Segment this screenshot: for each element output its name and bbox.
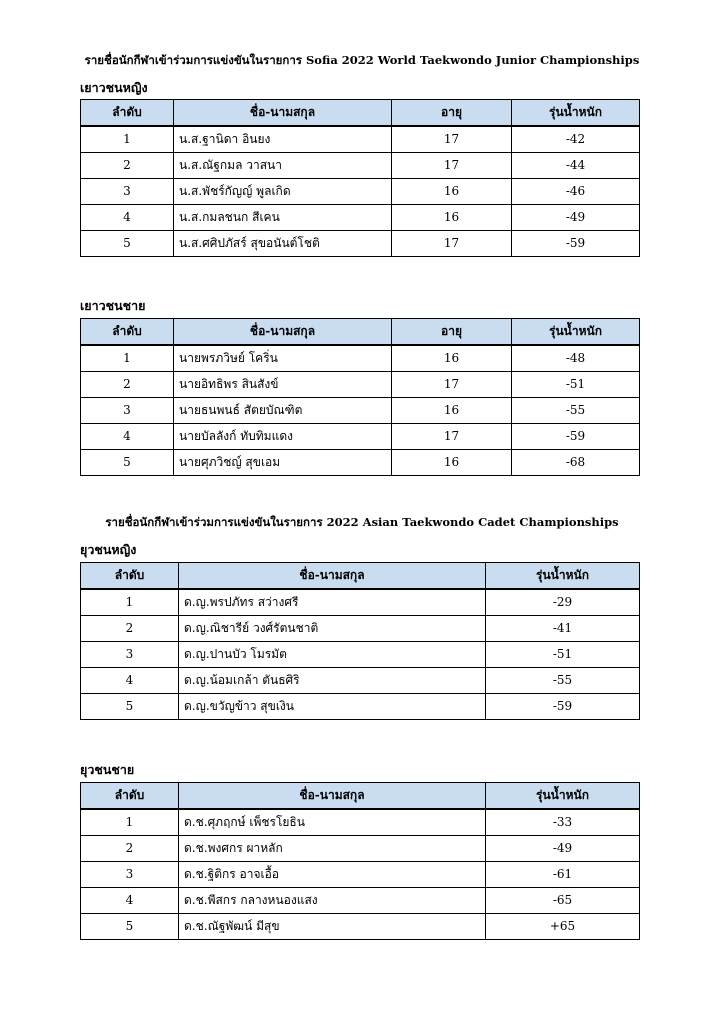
event-title-cadet: รายชื่อนักกีฬาเข้าร่วมการแข่งขันในรายการ 2022 Asian Taekwondo Cadet Championships	[105, 515, 619, 529]
cell-rank: 4	[81, 668, 179, 694]
cell-weight: -68	[512, 450, 640, 476]
cell-weight: -59	[486, 694, 640, 720]
group-label-cadet-male: ยุวชนชาย	[80, 762, 135, 777]
cell-name: ด.ญ.ขวัญข้าว สุขเงิน	[179, 694, 486, 720]
header-name: ชื่อ-นามสกุล	[179, 783, 486, 810]
table-row	[81, 668, 640, 694]
table-row	[81, 424, 640, 450]
header-weight: รุ่นน้ำหนัก	[512, 319, 640, 346]
cell-weight: -55	[486, 668, 640, 694]
table-row	[81, 809, 640, 836]
cell-weight: -55	[512, 398, 640, 424]
table-row	[81, 888, 640, 914]
cell-name: นายบัลลังก์ ทับทิมแดง	[174, 424, 392, 450]
cell-age: 16	[392, 450, 512, 476]
table-row	[81, 345, 640, 372]
cell-weight: -61	[486, 862, 640, 888]
cell-weight: -49	[512, 205, 640, 231]
cell-name: น.ส.ณัฐกมล วาสนา	[174, 153, 392, 179]
cell-age: 16	[392, 205, 512, 231]
cell-rank: 4	[81, 888, 179, 914]
header-age: อายุ	[392, 100, 512, 127]
cell-name: ด.ญ.น้อมเกล้า ตันธศิริ	[179, 668, 486, 694]
header-name: ชื่อ-นามสกุล	[174, 100, 392, 127]
cell-rank: 4	[81, 424, 174, 450]
cell-name: ด.ช.ศุภฤกษ์ เพ็ชรโยธิน	[179, 809, 486, 836]
cell-weight: -48	[512, 345, 640, 372]
cell-age: 17	[392, 372, 512, 398]
cell-weight: -41	[486, 616, 640, 642]
header-weight: รุ่นน้ำหนัก	[486, 783, 640, 810]
cell-weight: -44	[512, 153, 640, 179]
roster-table-junior-female	[80, 99, 640, 257]
group-label-cadet-female: ยุวชนหญิง	[80, 542, 137, 557]
cell-age: 17	[392, 231, 512, 257]
cell-rank: 1	[81, 589, 179, 616]
table-row	[81, 642, 640, 668]
table-header-row	[81, 100, 640, 127]
roster-table-junior-male	[80, 318, 640, 476]
cell-rank: 3	[81, 642, 179, 668]
cell-age: 16	[392, 179, 512, 205]
table-row	[81, 862, 640, 888]
cell-rank: 2	[81, 836, 179, 862]
table-row	[81, 205, 640, 231]
cell-weight: -51	[486, 642, 640, 668]
cell-weight: +65	[486, 914, 640, 940]
cell-age: 17	[392, 424, 512, 450]
cell-weight: -59	[512, 424, 640, 450]
cell-rank: 3	[81, 398, 174, 424]
cell-name: ด.ช.ฐิติกร อาจเอื้อ	[179, 862, 486, 888]
cell-weight: -59	[512, 231, 640, 257]
cell-name: น.ส.ศศิปภัสร์ สุขอนันต์โชติ	[174, 231, 392, 257]
table-row	[81, 589, 640, 616]
cell-rank: 5	[81, 694, 179, 720]
cell-name: ด.ช.ณัฐพัฒน์ มีสุข	[179, 914, 486, 940]
cell-name: น.ส.กมลชนก สีเคน	[174, 205, 392, 231]
roster-table-cadet-female	[80, 562, 640, 720]
cell-weight: -51	[512, 372, 640, 398]
table-row	[81, 179, 640, 205]
cell-rank: 2	[81, 616, 179, 642]
cell-age: 16	[392, 345, 512, 372]
cell-age: 17	[392, 126, 512, 153]
cell-age: 17	[392, 153, 512, 179]
cell-weight: -49	[486, 836, 640, 862]
header-name: ชื่อ-นามสกุล	[179, 563, 486, 590]
cell-name: น.ส.พัชร์กัญญ์ พูลเกิด	[174, 179, 392, 205]
cell-rank: 1	[81, 126, 174, 153]
cell-rank: 5	[81, 450, 174, 476]
header-rank: ลำดับ	[81, 563, 179, 590]
cell-name: นายพรภวิษย์ โคริ่น	[174, 345, 392, 372]
header-weight: รุ่นน้ำหนัก	[486, 563, 640, 590]
event-title-junior: รายชื่อนักกีฬาเข้าร่วมการแข่งขันในรายการ Sofia 2022 World Taekwondo Junior Championships	[84, 53, 640, 67]
cell-name: นายศุภวิชญ์ สุขเอม	[174, 450, 392, 476]
table-row	[81, 372, 640, 398]
cell-rank: 3	[81, 862, 179, 888]
roster-table-cadet-male	[80, 782, 640, 940]
table-row	[81, 153, 640, 179]
cell-name: ด.ช.พงศกร ผาหลัก	[179, 836, 486, 862]
cell-weight: -65	[486, 888, 640, 914]
cell-rank: 3	[81, 179, 174, 205]
cell-rank: 5	[81, 231, 174, 257]
header-age: อายุ	[392, 319, 512, 346]
cell-name: น.ส.ฐานิดา อินยง	[174, 126, 392, 153]
table-header-row	[81, 563, 640, 590]
table-row	[81, 616, 640, 642]
header-weight: รุ่นน้ำหนัก	[512, 100, 640, 127]
cell-weight: -33	[486, 809, 640, 836]
table-row	[81, 914, 640, 940]
table-row	[81, 836, 640, 862]
cell-name: ด.ญ.ปานบัว โมรมัต	[179, 642, 486, 668]
table-row	[81, 694, 640, 720]
header-rank: ลำดับ	[81, 319, 174, 346]
table-row	[81, 398, 640, 424]
group-label-junior-male: เยาวชนชาย	[80, 298, 146, 313]
cell-rank: 2	[81, 153, 174, 179]
cell-rank: 1	[81, 345, 174, 372]
header-rank: ลำดับ	[81, 783, 179, 810]
table-row	[81, 126, 640, 153]
cell-name: ด.ช.พีสกร กลางหนองแสง	[179, 888, 486, 914]
cell-rank: 2	[81, 372, 174, 398]
cell-name: นายธนพนธ์ สัตยบัณฑิต	[174, 398, 392, 424]
table-header-row	[81, 783, 640, 810]
table-row	[81, 450, 640, 476]
table-row	[81, 231, 640, 257]
cell-age: 16	[392, 398, 512, 424]
cell-name: ด.ญ.พรปภัทร สว่างศรี	[179, 589, 486, 616]
cell-name: นายอิทธิพร สินสังข์	[174, 372, 392, 398]
header-name: ชื่อ-นามสกุล	[174, 319, 392, 346]
cell-name: ด.ญ.ณิชารีย์ วงศ์รัตนชาติ	[179, 616, 486, 642]
cell-weight: -42	[512, 126, 640, 153]
cell-weight: -29	[486, 589, 640, 616]
cell-rank: 4	[81, 205, 174, 231]
cell-rank: 5	[81, 914, 179, 940]
cell-weight: -46	[512, 179, 640, 205]
group-label-junior-female: เยาวชนหญิง	[80, 80, 148, 95]
table-header-row	[81, 319, 640, 346]
cell-rank: 1	[81, 809, 179, 836]
header-rank: ลำดับ	[81, 100, 174, 127]
